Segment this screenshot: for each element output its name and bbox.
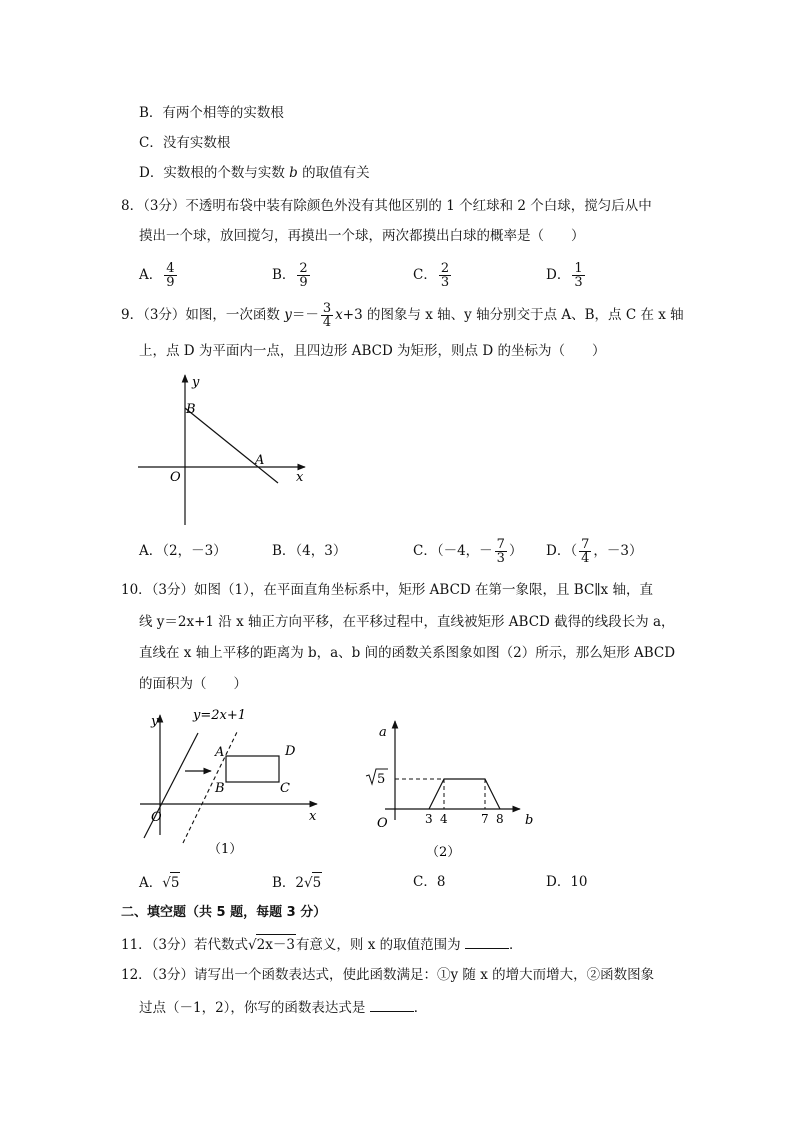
q9-option-a: A．（2，－3）: [139, 543, 227, 559]
fig2-label-sqrt5: [366, 769, 388, 787]
q8-option-c-label: C．: [413, 267, 437, 283]
fig2-label-b: b: [525, 813, 534, 828]
q10-stem-line3: 直线在 x 轴上平移的距离为 b，a、b 间的函数关系图象如图（2）所示，那么矩形 ABCD: [139, 645, 676, 661]
fig2-label-o: O: [377, 816, 388, 831]
fig2-graph: [429, 779, 500, 809]
fig1-caption: （1）: [208, 842, 243, 857]
q8-option-a-frac: [164, 262, 176, 289]
q9-stem-line1: [121, 302, 684, 329]
q9-option-c-pre: C．（－4，－: [413, 543, 493, 559]
q10-option-a: A．√5: [139, 872, 180, 893]
fig1-label-c: C: [280, 781, 290, 796]
q7-option-d-pre: D．实数根的个数与实数: [139, 165, 290, 181]
frac-den: 4: [322, 315, 332, 330]
q10-stem-line4: 的面积为（ ）: [139, 676, 247, 692]
q9-option-c: [413, 538, 522, 565]
q7-option-d: [139, 163, 370, 183]
q8-option-b-frac: [297, 262, 309, 289]
q10-option-c: C．8: [413, 874, 446, 890]
fig1-label-o: O: [151, 810, 162, 825]
frac-den: 3: [496, 551, 505, 566]
q8-option-d-label: D．: [546, 267, 571, 283]
q9-graph: [130, 370, 320, 530]
q9-stem-x: x: [335, 307, 343, 323]
q7-option-b: B．有两个相等的实数根: [139, 105, 284, 121]
q8-option-b: [272, 262, 312, 289]
frac-den: 3: [574, 275, 583, 290]
q8-stem-line2: 摸出一个球，放回搅匀，再摸出一个球，两次都摸出白球的概率是（ ）: [139, 228, 585, 244]
q9-label-x: x: [296, 470, 304, 485]
q10-option-b: B．2√5: [272, 872, 322, 893]
frac-den: 9: [299, 275, 308, 290]
frac-den: 4: [581, 551, 590, 566]
q10-option-a-radicand: 5: [170, 872, 181, 893]
q11-answer-blank[interactable]: [465, 934, 509, 949]
fig1-label-d: D: [285, 744, 296, 759]
q9-function-line: [185, 408, 278, 483]
q8-option-a-label: A．: [139, 267, 163, 283]
frac-num: 2: [299, 261, 308, 276]
fig1-label-b: B: [215, 781, 225, 796]
fig1-label-a: A: [215, 745, 225, 760]
q12-stem-line1: 12．（3分）请写出一个函数表达式，使此函数满足：①y 随 x 的增大而增大，②函数图象: [121, 967, 655, 983]
q10-option-a-label: A．: [139, 875, 163, 891]
q11-end: ．: [508, 937, 523, 953]
fig2-tick-8: 8: [496, 812, 504, 826]
q10-stem-line1: 10．（3分）如图（1），在平面直角坐标系中，矩形 ABCD 在第一象限，且 BC∥x 轴，直: [121, 582, 653, 598]
q9-option-b: B．（4，3）: [272, 543, 347, 559]
q10-figure-1: [135, 703, 335, 863]
fig1-label-eq: y=2x+1: [193, 708, 247, 723]
section-2-heading: 二、填空题（共 5 题，每题 3 分）: [121, 905, 327, 920]
q11-pre: 11．（3分）若代数式: [121, 937, 249, 953]
q9-option-c-frac: [495, 538, 507, 565]
frac-num: 2: [440, 261, 450, 276]
q9-stem-post: +3 的图象与 x 轴、y 轴分别交于点 A、B，点 C 在 x 轴: [342, 307, 684, 323]
q12-line2-end: ．: [413, 1000, 428, 1016]
q9-option-c-post: ）: [508, 543, 523, 559]
q10-option-b-radicand: 5: [312, 872, 323, 893]
q9-option-d-post: ，－3）: [593, 543, 643, 559]
frac-num: 1: [574, 261, 583, 276]
q9-label-b: B: [186, 402, 196, 417]
q9-option-d-frac: [579, 538, 591, 565]
q10-figure-2: [360, 718, 540, 868]
q11-stem: 11．（3分）若代数式√2x－3有意义，则 x 的取值范围为 ．: [121, 934, 522, 955]
frac-num: 4: [166, 261, 175, 276]
q8-option-a: [139, 262, 179, 289]
q10-option-b-label: B．2: [272, 875, 305, 891]
q9-option-d-pre: D．（: [546, 543, 578, 559]
q7-option-d-post: 的取值有关: [297, 165, 370, 181]
q9-option-d: [546, 538, 642, 565]
frac-num: 7: [496, 537, 505, 552]
q9-stem-eq: ＝－: [291, 307, 319, 323]
q12-line2-pre: 过点（－1，2），你写的函数表达式是: [139, 1000, 370, 1016]
fig2-tick-4: 4: [440, 812, 448, 826]
q12-answer-blank[interactable]: [370, 997, 414, 1012]
frac-den: 3: [440, 275, 450, 290]
fig2-tick-7: 7: [481, 812, 489, 826]
fig2-sqrt5-value: 5: [377, 772, 386, 787]
q8-option-d: [546, 262, 587, 289]
q7-option-d-var: b: [289, 165, 298, 181]
frac-den: 9: [166, 275, 175, 290]
frac-num: 7: [581, 537, 590, 552]
q9-label-a: A: [255, 453, 265, 468]
q11-radicand: 2x－3: [256, 934, 296, 955]
q8-option-d-frac: [572, 262, 584, 289]
frac-num: 3: [322, 301, 332, 316]
q9-label-o: O: [170, 470, 181, 485]
q8-option-c: [413, 262, 453, 289]
q8-stem-line1: 8．（3分）不透明布袋中装有除颜色外没有其他区别的 1 个红球和 2 个白球，搅匀后从中: [121, 198, 652, 214]
q9-stem-line2: 上，点 D 为平面内一点，且四边形 ABCD 为矩形，则点 D 的坐标为（ ）: [139, 343, 606, 359]
q10-stem-line2: 线 y＝2x+1 沿 x 轴正方向平移，在平移过程中，直线被矩形 ABCD 截得的线段长为 a，: [139, 614, 675, 630]
q7-option-c: C．没有实数根: [139, 135, 231, 151]
q9-stem-pre: 9．（3分）如图，一次函数: [121, 307, 285, 323]
q10-option-d: D．10: [546, 874, 588, 890]
q8-option-b-label: B．: [272, 267, 296, 283]
fig1-label-x: x: [309, 809, 317, 824]
fig1-rectangle: [226, 756, 279, 782]
q8-option-c-frac: [439, 262, 451, 289]
q11-post: 有意义，则 x 的取值范围为: [295, 937, 465, 953]
fig2-caption: （2）: [426, 845, 461, 860]
fig2-label-a: a: [379, 725, 387, 740]
fig1-label-y: y: [151, 714, 159, 729]
fig2-tick-3: 3: [425, 812, 433, 826]
q9-stem-frac: [321, 302, 333, 329]
q12-stem-line2: [139, 997, 427, 1018]
q9-label-y: y: [192, 375, 200, 390]
q9-stem-y: y: [284, 307, 292, 323]
